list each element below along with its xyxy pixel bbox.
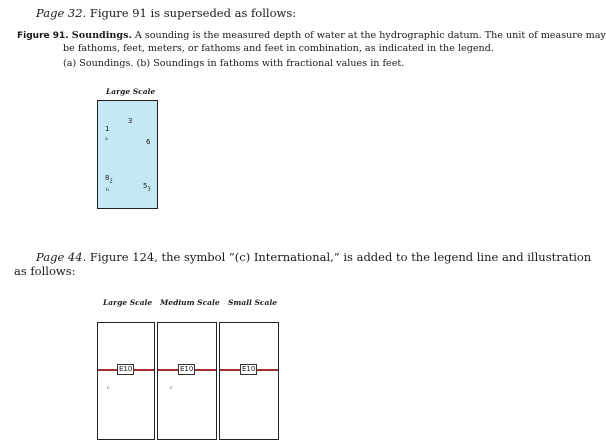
page32-heading — [36, 6, 296, 20]
label-a: a — [105, 137, 108, 142]
page-number-2: 44 — [67, 250, 83, 264]
figure91-scale-label: Large Scale — [106, 87, 156, 96]
figure91-line1 — [17, 30, 606, 43]
e10-symbol: E10 — [180, 365, 194, 373]
page-word-2: Page — [36, 250, 65, 264]
soundings-chart — [97, 100, 158, 209]
page-word: Page — [36, 6, 65, 20]
figure91-term: Soundings. — [71, 30, 132, 41]
panel-medium-scale — [157, 322, 217, 440]
sounding-3: 3 — [128, 117, 133, 125]
e10-symbol: E10 — [119, 365, 133, 373]
figure91-text3: (a) Soundings. (b) Soundings in fathoms with fractional values in feet. — [63, 58, 405, 69]
scale-label-small: Small Scale — [228, 298, 277, 307]
page44-heading-text2: as follows: — [14, 264, 76, 278]
figure91-caption — [17, 30, 606, 71]
page44-heading-text1: . Figure 124, the symbol “(c) International,” is added to the legend line and illustration — [82, 250, 592, 264]
figure91-label: Figure 91. — [17, 31, 69, 41]
figure91-text1: A sounding is the measured depth of water at the hydrographic datum. The unit of measure may — [131, 30, 606, 41]
page32-heading-text: . Figure 91 is superseded as follows: — [82, 6, 297, 20]
e10-symbol: E10 — [242, 365, 256, 373]
page-number: 32 — [67, 6, 83, 20]
sounding-8-2: $8_2$ — [105, 174, 113, 185]
panel-large-scale — [97, 322, 155, 440]
sounding-6: 6 — [146, 138, 151, 146]
page44-heading — [36, 250, 592, 264]
label-c: c — [170, 386, 173, 391]
sounding-1: 1 — [105, 125, 110, 133]
scale-label-large: Large Scale — [103, 298, 153, 307]
sounding-5-3: $5_3$ — [143, 182, 151, 193]
label-c: c — [107, 386, 110, 391]
panel-small-scale — [219, 322, 279, 440]
scale-label-medium: Medium Scale — [160, 298, 220, 307]
label-b: b — [106, 188, 109, 193]
figure91-text2: be fathoms, feet, meters, or fathoms and feet in combination, as indicated in the legend. — [63, 42, 494, 54]
